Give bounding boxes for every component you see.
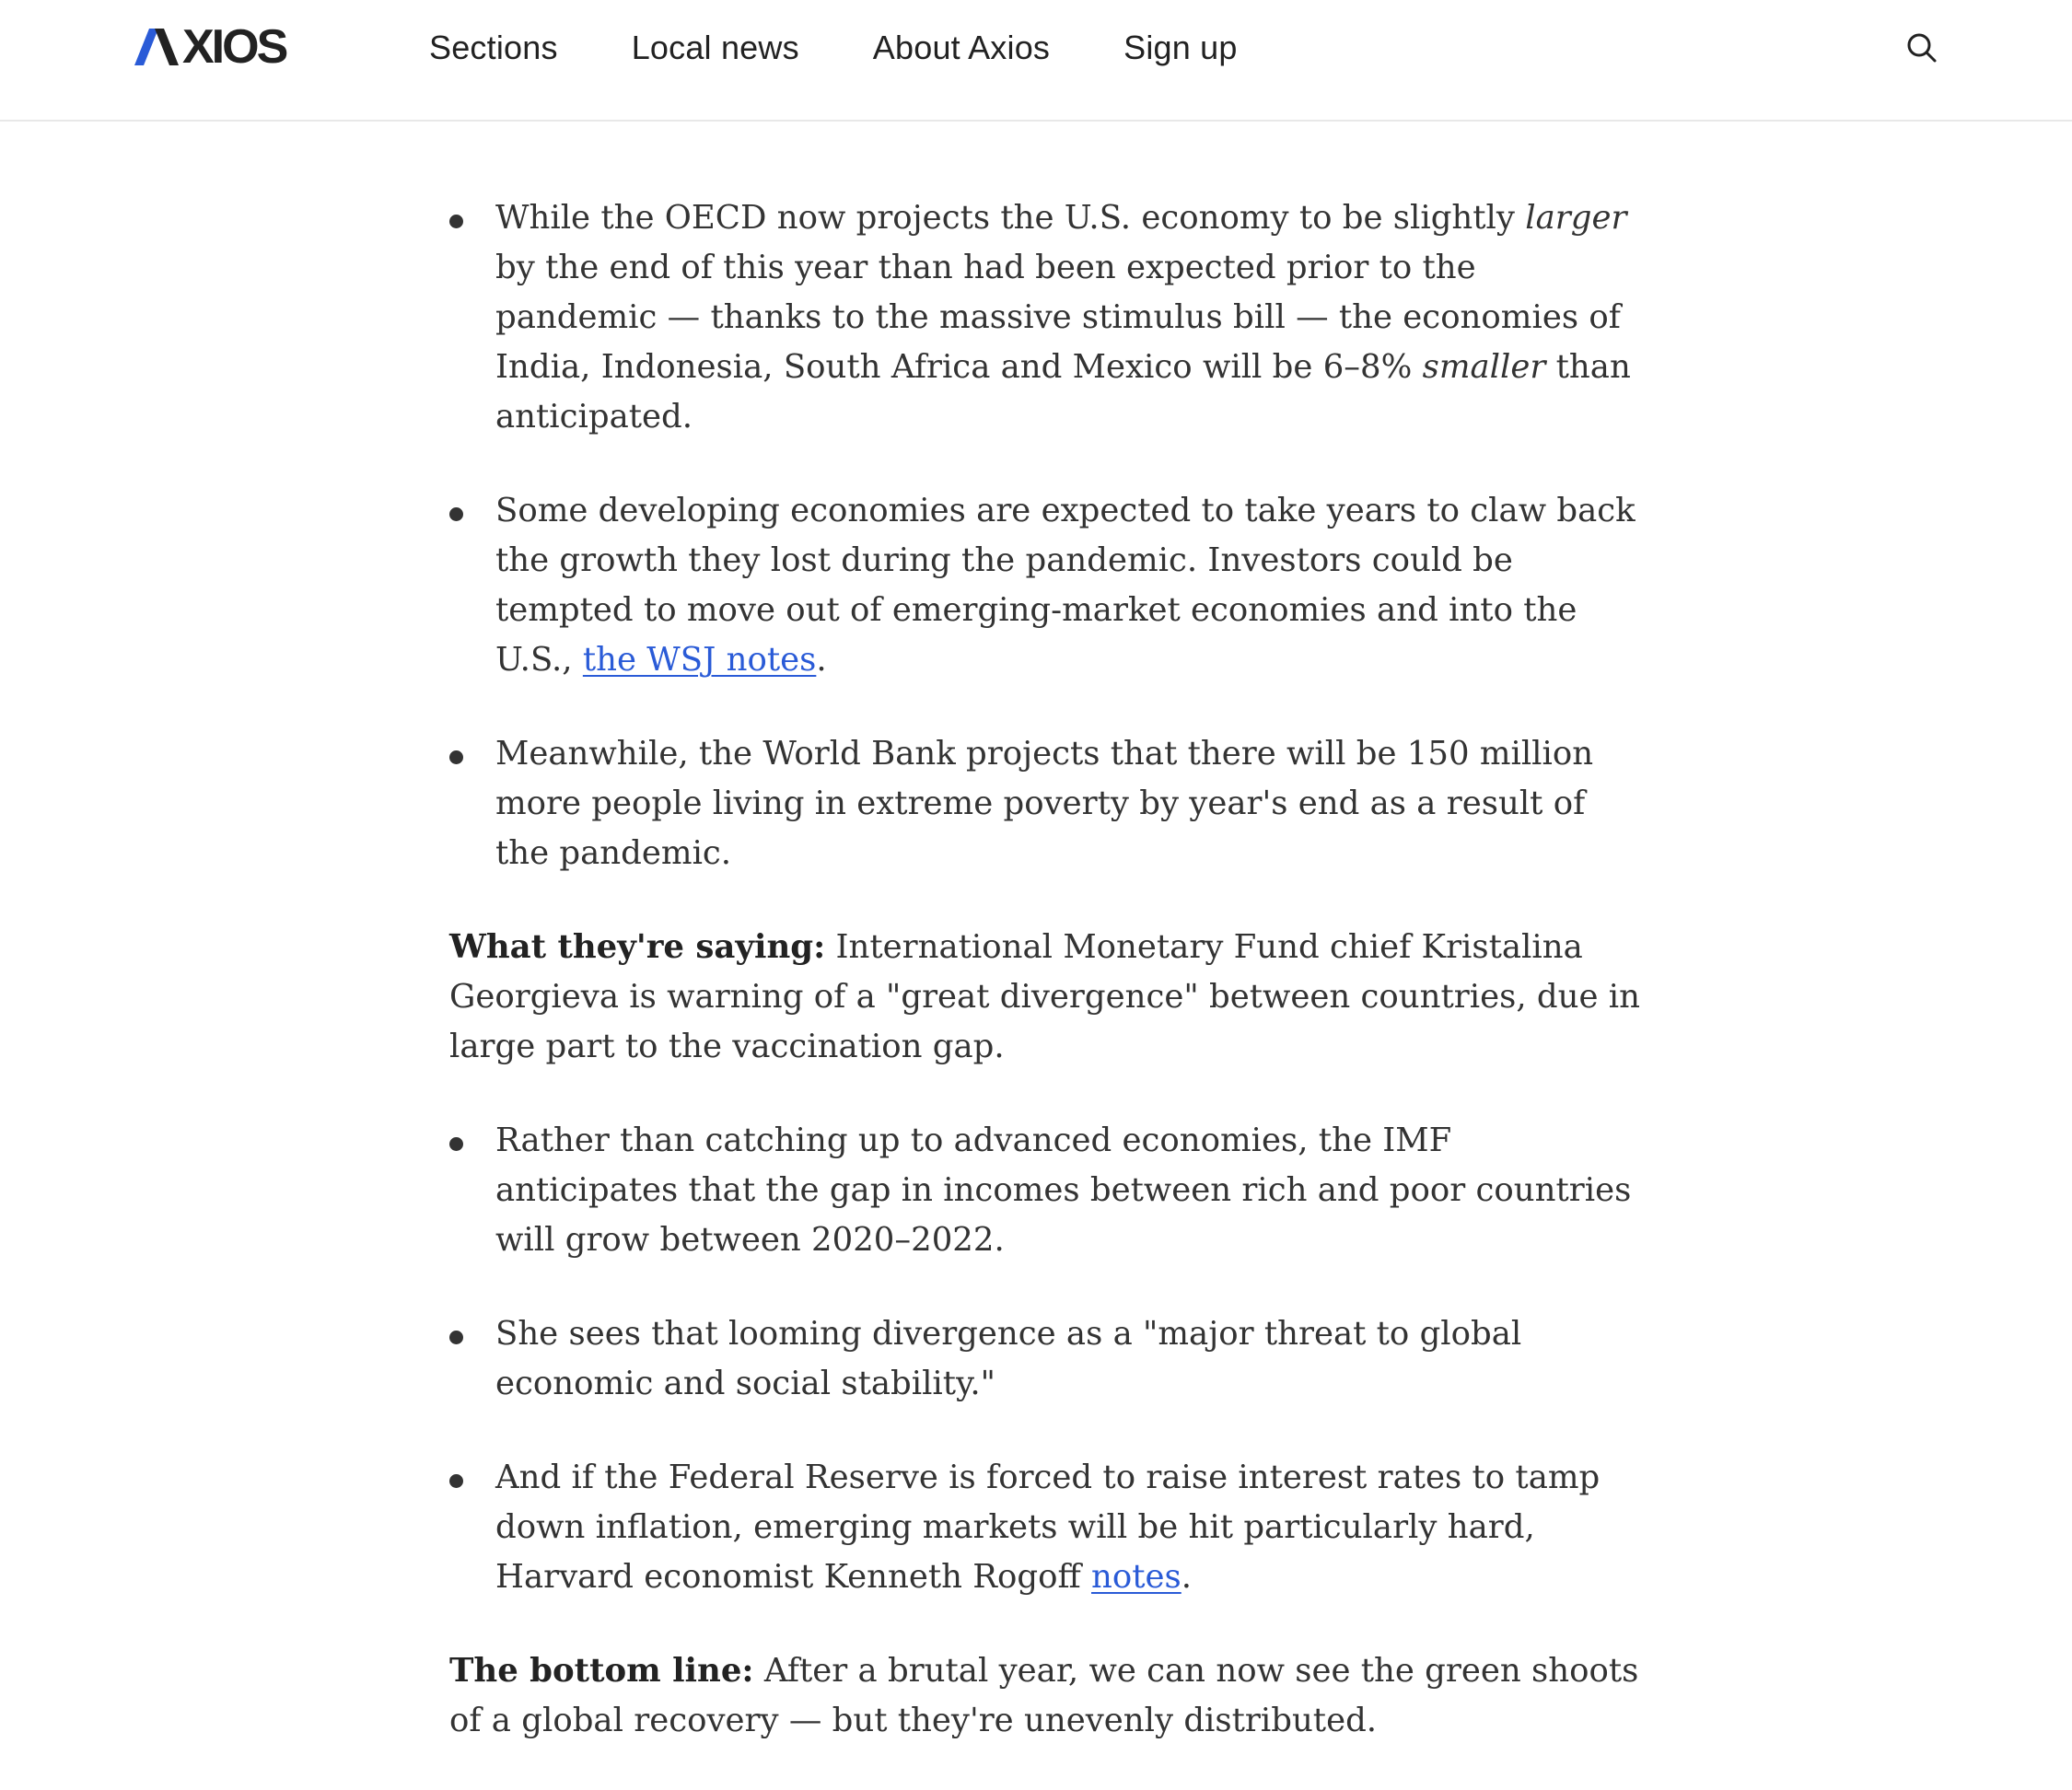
list-item: Some developing economies are expected to take years to claw back the growth they lost during the pandemic. Investors could be tempted to move out of emerging-market economies and into the U.S., the WSJ notes. xyxy=(449,486,1643,685)
logo-a-mark xyxy=(134,29,179,65)
bullet-list-2 xyxy=(449,1116,1643,1602)
nav-local-news[interactable]: Local news xyxy=(631,29,799,66)
paragraph-label: What they're saying: xyxy=(449,928,826,966)
site-header xyxy=(0,0,2072,122)
rogoff-notes-link[interactable]: notes xyxy=(1091,1558,1182,1596)
bullet-dot xyxy=(449,750,463,764)
logo-wordmark: XIOS xyxy=(182,20,286,74)
nav-sign-up[interactable]: Sign up xyxy=(1123,29,1238,66)
list-item: Rather than catching up to advanced economies, the IMF anticipates that the gap in incomes between rich and poor countries will grow between 2020–2022. xyxy=(449,1116,1643,1265)
nav-about-axios[interactable]: About Axios xyxy=(872,29,1051,66)
list-item: She sees that looming divergence as a "major threat to global economic and social stability." xyxy=(449,1309,1643,1409)
bottom-line-paragraph: The bottom line: After a brutal year, we can now see the green shoots of a global recovery — but they're unevenly distributed. xyxy=(449,1652,1639,1739)
what-theyre-saying-paragraph: What they're saying: International Monetary Fund chief Kristalina Georgieva is warning of a "great divergence" between countries, due in large part to the vaccination gap. xyxy=(449,928,1640,1065)
list-item: And if the Federal Reserve is forced to raise interest rates to tamp down inflation, emerging markets will be hit particularly hard, Harvard economist Kenneth Rogoff notes. xyxy=(449,1453,1643,1602)
search-icon xyxy=(1904,30,1939,65)
bullet-list-1 xyxy=(449,193,1643,878)
paragraph-label: The bottom line: xyxy=(449,1652,754,1690)
axios-logo[interactable] xyxy=(134,20,286,74)
list-item: Meanwhile, the World Bank projects that there will be 150 million more people living in extreme poverty by year's end as a result of the pandemic. xyxy=(449,729,1643,878)
article-body xyxy=(449,193,1643,1790)
main-nav xyxy=(429,26,1311,70)
search-button[interactable] xyxy=(1904,30,1939,65)
bullet-dot xyxy=(449,1474,463,1488)
bullet-dot xyxy=(449,1331,463,1344)
nav-sections[interactable]: Sections xyxy=(429,29,558,66)
bullet-dot xyxy=(449,215,463,228)
bullet-dot xyxy=(449,1137,463,1151)
bullet-dot xyxy=(449,507,463,521)
list-item: While the OECD now projects the U.S. economy to be slightly larger by the end of this year than had been expected prior to the pandemic — thanks to the massive stimulus bill — the economies of India, Indonesia, South Africa and Mexico will be 6–8% smaller than anticipated. xyxy=(449,193,1643,442)
wsj-notes-link[interactable]: the WSJ notes xyxy=(582,641,817,679)
